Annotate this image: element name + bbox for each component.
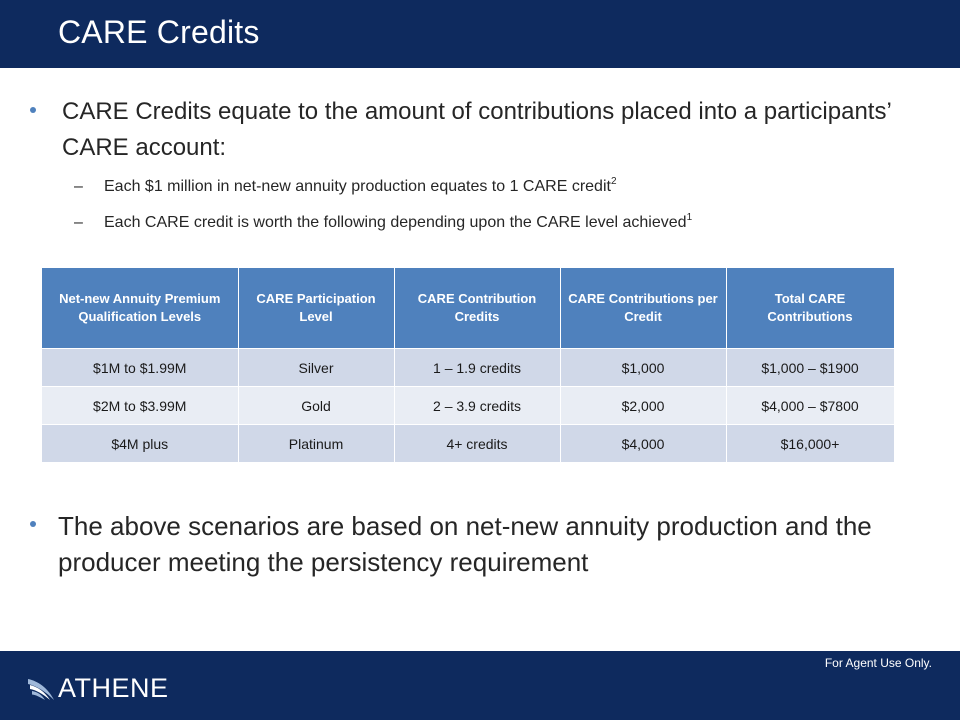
footnote-ref: 1 — [686, 212, 693, 223]
athene-wing-icon — [26, 676, 56, 702]
table-cell: Gold — [238, 387, 394, 425]
sub-bullet-text — [104, 212, 692, 234]
dash-marker: – — [74, 214, 83, 231]
bullet-dot-icon — [30, 521, 36, 527]
usage-disclaimer: For Agent Use Only. — [824, 656, 932, 670]
table-cell: $2M to $3.99M — [42, 387, 238, 425]
table-cell: $4M plus — [42, 425, 238, 463]
table-cell: $1M to $1.99M — [42, 349, 238, 387]
table-cell: $1,000 — [560, 349, 726, 387]
sub-bullet-body: Each $1 million in net-new annuity production equates to 1 CARE credit — [104, 178, 611, 195]
slide-title: CARE Credits — [58, 14, 260, 50]
column-header: CARE Contributions per Credit — [560, 268, 726, 349]
column-header: CARE Participation Level — [238, 268, 394, 349]
table-cell: $2,000 — [560, 387, 726, 425]
bullet-text: CARE Credits equate to the amount of contributions placed into a participants’ CARE account: — [62, 98, 891, 161]
dash-marker: – — [74, 178, 83, 195]
sub-bullet-text — [104, 176, 617, 198]
column-header: CARE Contribution Credits — [394, 268, 560, 349]
title-bar — [0, 0, 960, 68]
column-header: Total CARE Contributions — [726, 268, 894, 349]
table-row — [42, 349, 894, 387]
bullet-item — [30, 508, 930, 580]
bullet-text: The above scenarios are based on net-new annuity production and the producer meeting the persistency requirement — [58, 511, 872, 577]
column-header: Net-new Annuity Premium Qualification Levels — [42, 268, 238, 349]
sub-bullet-item — [74, 176, 617, 198]
sub-bullet-item — [74, 212, 692, 234]
table-header-row — [42, 268, 894, 349]
care-credits-table — [42, 268, 895, 462]
table-cell: Silver — [238, 349, 394, 387]
table-cell: 4+ credits — [394, 425, 560, 463]
athene-logo-text: ATHENE — [58, 673, 169, 703]
bullet-dot-icon — [30, 107, 36, 113]
table-cell: $4,000 – $7800 — [726, 387, 894, 425]
bullet-item — [30, 94, 930, 166]
sub-bullet-body: Each CARE credit is worth the following depending upon the CARE level achieved — [104, 214, 687, 231]
table-cell: 2 – 3.9 credits — [394, 387, 560, 425]
footer-bar — [0, 651, 960, 720]
table-row — [42, 425, 894, 463]
table-cell: Platinum — [238, 425, 394, 463]
table-row — [42, 387, 894, 425]
table-cell: $1,000 – $1900 — [726, 349, 894, 387]
table-cell: $16,000+ — [726, 425, 894, 463]
athene-logo — [26, 673, 169, 704]
footnote-ref: 2 — [610, 176, 617, 187]
table-cell: $4,000 — [560, 425, 726, 463]
table-cell: 1 – 1.9 credits — [394, 349, 560, 387]
